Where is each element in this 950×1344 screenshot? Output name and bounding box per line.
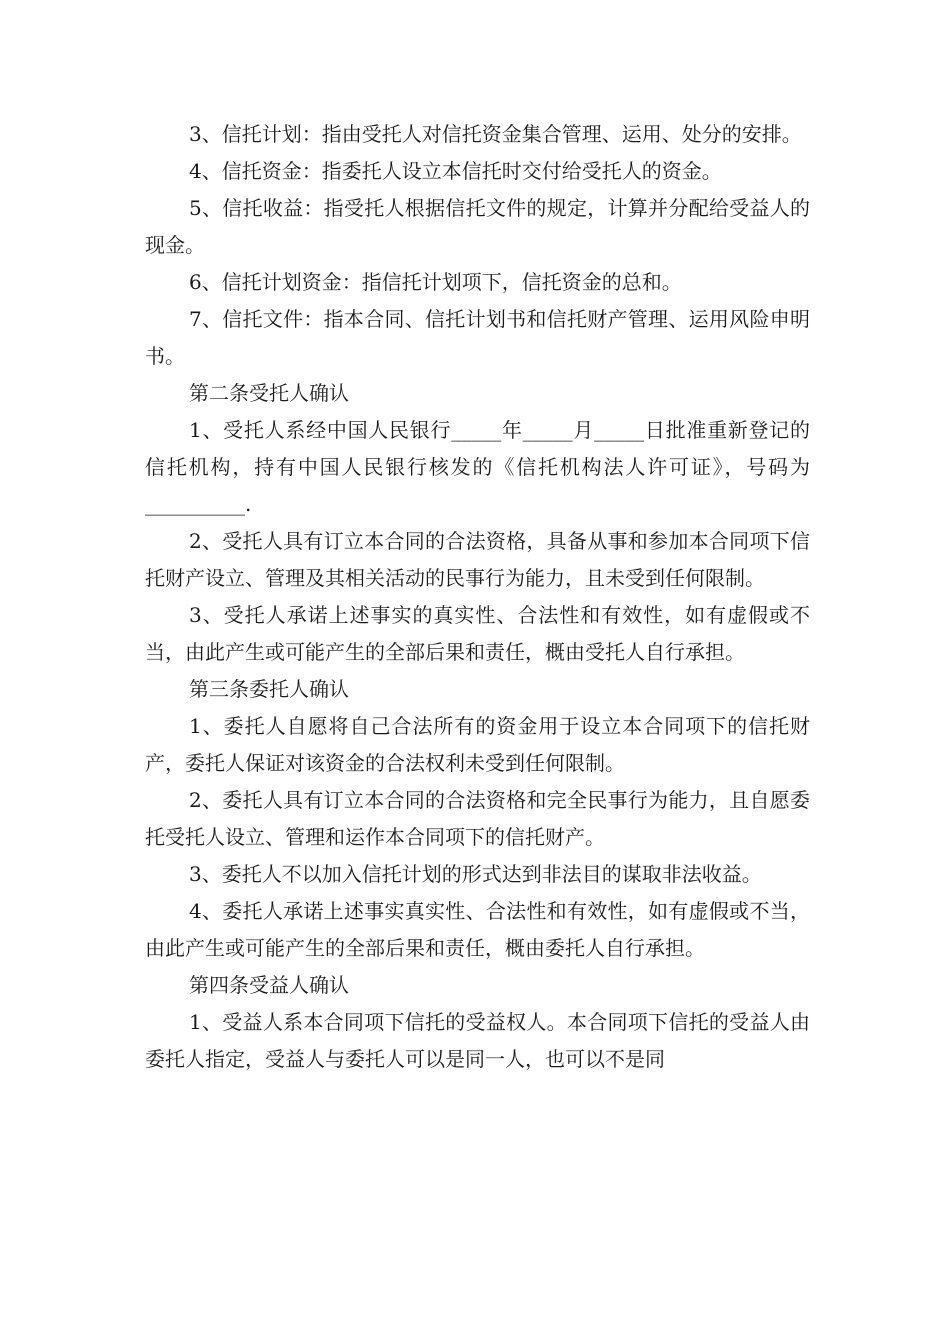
- paragraph-article-2-item-3: 3、受托人承诺上述事实的真实性、合法性和有效性，如有虚假或不当，由此产生或可能产生的全部后果和责任，概由受托人自行承担。: [145, 603, 810, 664]
- paragraph-article-2-item-2: 2、受托人具有订立本合同的合法资格，具备从事和参加本合同项下信托财产设立、管理及其相关活动的民事行为能力，且未受到任何限制。: [145, 529, 810, 590]
- paragraph-article-4-item-1: 1、受益人系本合同项下信托的受益权人。本合同项下信托的受益人由委托人指定，受益人与委托人可以是同一人，也可以不是同: [145, 1010, 810, 1071]
- paragraph-def-7: 7、信托文件：指本合同、信托计划书和信托财产管理、运用风险申明书。: [145, 307, 810, 368]
- paragraph-def-6: 6、信托计划资金：指信托计划项下，信托资金的总和。: [189, 270, 682, 294]
- paragraph-article-3-item-1: 1、委托人自愿将自己合法所有的资金用于设立本合同项下的信托财产，委托人保证对该资金的合法权利未受到任何限制。: [145, 714, 810, 775]
- section-heading-article-4: 第四条受益人确认: [189, 973, 349, 997]
- paragraph-article-2-item-1: 1、受托人系经中国人民银行_____年_____月_____日批准重新登记的信托机构，持有中国人民银行核发的《信托机构法人许可证》，号码为__________.: [145, 418, 810, 516]
- paragraph-def-5: 5、信托收益：指受托人根据信托文件的规定，计算并分配给受益人的现金。: [145, 196, 810, 257]
- paragraph-article-3-item-4: 4、委托人承诺上述事实真实性、合法性和有效性，如有虚假或不当，由此产生或可能产生的全部后果和责任，概由委托人自行承担。: [145, 899, 810, 960]
- paragraph-def-3: 3、信托计划：指由受托人对信托资金集合管理、运用、处分的安排。: [189, 122, 802, 146]
- section-heading-article-3: 第三条委托人确认: [189, 677, 349, 701]
- paragraph-article-3-item-2: 2、委托人具有订立本合同的合法资格和完全民事行为能力，且自愿委托受托人设立、管理和运作本合同项下的信托财产。: [145, 788, 810, 849]
- section-heading-article-2: 第二条受托人确认: [189, 381, 349, 405]
- paragraph-article-3-item-3: 3、委托人不以加入信托计划的形式达到非法目的谋取非法收益。: [189, 862, 762, 886]
- paragraph-def-4: 4、信托资金：指委托人设立本信托时交付给受托人的资金。: [189, 159, 722, 183]
